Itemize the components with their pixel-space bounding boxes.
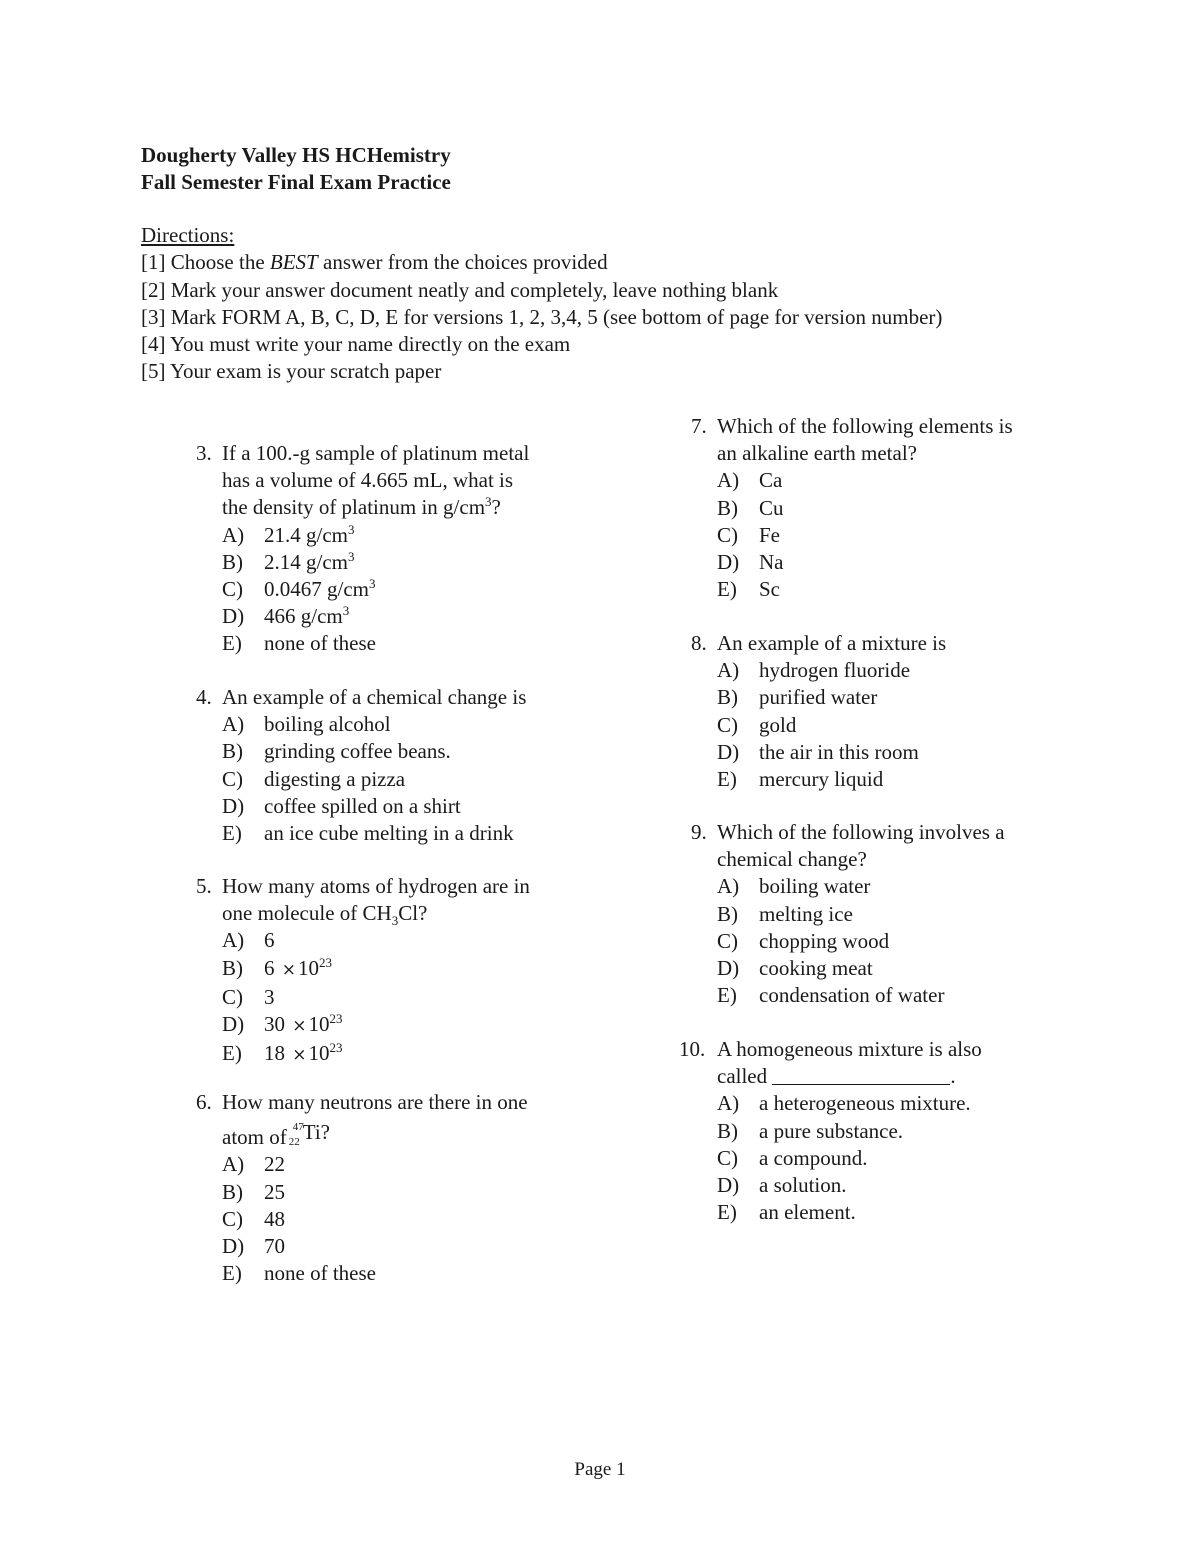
- question-text: [717, 413, 1013, 467]
- option-value: 21.4 g/cm: [264, 522, 348, 547]
- option-b[interactable]: [222, 738, 526, 765]
- question-text: [222, 1089, 528, 1151]
- option-letter: D): [222, 793, 245, 818]
- option-e[interactable]: [717, 982, 1005, 1009]
- question-6: [196, 1089, 528, 1287]
- option-letter: B): [717, 1118, 738, 1143]
- option-d[interactable]: [222, 793, 526, 820]
- option-a[interactable]: [222, 711, 526, 738]
- option-text: [264, 576, 376, 603]
- option-text: condensation of water: [759, 983, 945, 1008]
- option-e[interactable]: [717, 766, 946, 793]
- answer-options: [717, 657, 946, 793]
- option-c[interactable]: [717, 522, 1013, 549]
- fill-in-blank[interactable]: [772, 1065, 950, 1085]
- option-text: cooking meat: [759, 956, 873, 981]
- question-3: [196, 440, 529, 658]
- option-text: Sc: [759, 577, 780, 602]
- option-text: chopping wood: [759, 928, 890, 953]
- option-d[interactable]: [222, 1011, 530, 1040]
- option-letter: B): [222, 1179, 243, 1204]
- option-text: [264, 1011, 343, 1040]
- option-text: a solution.: [759, 1173, 847, 1198]
- answer-options: [222, 711, 526, 847]
- superscript: 3: [348, 521, 355, 537]
- question-line: [222, 1120, 528, 1151]
- direction-4: [4] You must write your name directly on the exam: [141, 332, 571, 357]
- option-letter: C): [717, 522, 738, 547]
- question-line: [222, 900, 530, 927]
- answer-options: [222, 522, 529, 658]
- page-number: Page 1: [574, 1459, 626, 1480]
- question-9: [691, 819, 1005, 1009]
- option-letter: E): [222, 631, 242, 656]
- option-letter: A): [717, 874, 740, 899]
- times-sign: ×: [292, 1045, 307, 1066]
- option-text: purified water: [759, 685, 878, 710]
- option-letter: D): [222, 604, 245, 629]
- option-letter: B): [222, 739, 243, 764]
- option-b[interactable]: [222, 1179, 528, 1206]
- option-text: grinding coffee beans.: [264, 739, 451, 764]
- option-d[interactable]: [717, 1172, 982, 1199]
- question-number: 5.: [196, 874, 212, 898]
- option-letter: B): [717, 495, 738, 520]
- option-letter: B): [717, 685, 738, 710]
- option-letter: C): [717, 1145, 738, 1170]
- option-c[interactable]: [717, 1145, 982, 1172]
- option-c[interactable]: [222, 1206, 528, 1233]
- option-letter: A): [222, 928, 245, 953]
- option-text: an ice cube melting in a drink: [264, 821, 514, 846]
- superscript: 3: [485, 494, 492, 510]
- option-letter: D): [717, 1173, 740, 1198]
- option-letter: A): [222, 1152, 245, 1177]
- option-letter: E): [222, 821, 242, 846]
- option-value: 466 g/cm: [264, 604, 343, 629]
- question-number: 9.: [691, 820, 707, 844]
- option-letter: B): [717, 901, 738, 926]
- question-number: 4.: [196, 685, 212, 709]
- option-text: the air in this room: [759, 739, 919, 764]
- option-letter: D): [717, 550, 740, 575]
- superscript: 3: [342, 603, 350, 619]
- option-text: 3: [264, 984, 275, 1009]
- direction-1-emphasis: BEST: [269, 250, 318, 275]
- question-text: An example of a mixture is: [717, 631, 947, 655]
- question-line: chemical change?: [717, 847, 867, 872]
- question-line-part: ?: [320, 1120, 330, 1145]
- option-b[interactable]: [222, 955, 530, 984]
- option-letter: D): [222, 1234, 245, 1259]
- option-text: [264, 955, 332, 984]
- question-line-part: atom of: [222, 1125, 287, 1150]
- question-number: 3.: [196, 441, 212, 465]
- question-number: 10.: [679, 1037, 706, 1061]
- atomic-number: 22: [288, 1136, 300, 1149]
- option-letter: A): [717, 1091, 740, 1116]
- option-letter: C): [222, 1206, 243, 1231]
- question-line: an alkaline earth metal?: [717, 441, 917, 466]
- option-text: mercury liquid: [759, 767, 884, 792]
- question-line-part: one molecule of CH: [222, 901, 392, 926]
- option-e[interactable]: [222, 630, 529, 657]
- element-symbol-text: Ti: [302, 1120, 321, 1145]
- option-b[interactable]: [717, 901, 1005, 928]
- option-a[interactable]: [717, 873, 1005, 900]
- answer-options: [222, 927, 530, 1069]
- question-line-part: the density of platinum in g/cm: [222, 495, 486, 520]
- question-8: [691, 630, 946, 793]
- question-text: An example of a chemical change is: [222, 685, 527, 709]
- option-text: 48: [264, 1206, 285, 1231]
- option-letter: E): [717, 767, 737, 792]
- option-e[interactable]: [717, 1199, 982, 1226]
- option-e[interactable]: [222, 1260, 528, 1287]
- mass-number: 47: [292, 1121, 304, 1134]
- question-line: A homogeneous mixture is also: [717, 1037, 982, 1061]
- element-symbol: [303, 1119, 330, 1146]
- option-text: 25: [264, 1179, 285, 1204]
- question-number: 6.: [196, 1090, 212, 1114]
- option-letter: C): [717, 928, 738, 953]
- question-line: How many neutrons are there in one: [222, 1090, 528, 1114]
- question-7: [691, 413, 1013, 603]
- option-b[interactable]: [717, 495, 1013, 522]
- superscript: 3: [348, 548, 355, 564]
- question-line: has a volume of 4.665 mL, what is: [222, 468, 514, 493]
- question-line: [222, 494, 529, 521]
- option-text: a heterogeneous mixture.: [759, 1091, 971, 1116]
- question-line: If a 100.-g sample of platinum metal: [222, 441, 530, 465]
- option-text: 70: [264, 1234, 285, 1259]
- answer-options: [717, 467, 1013, 603]
- option-text: none of these: [264, 1261, 376, 1286]
- question-line: Which of the following elements is: [717, 414, 1013, 438]
- direction-1-pre: [1] Choose the: [141, 250, 270, 275]
- option-b[interactable]: [717, 1118, 982, 1145]
- option-letter: D): [222, 1012, 245, 1037]
- question-line-part: called: [717, 1064, 768, 1089]
- option-value: 0.0467 g/cm: [264, 577, 369, 602]
- option-c[interactable]: [222, 576, 529, 603]
- option-letter: D): [717, 956, 740, 981]
- option-value: 30: [264, 1012, 285, 1037]
- option-letter: D): [717, 739, 740, 764]
- option-d[interactable]: [717, 739, 946, 766]
- option-value: 6: [264, 955, 275, 980]
- question-line-part: Cl?: [398, 901, 428, 926]
- answer-options: [222, 1151, 528, 1287]
- direction-2: [2] Mark your answer document neatly and completely, leave nothing blank: [141, 277, 779, 302]
- exponent: 23: [329, 1011, 343, 1027]
- option-text: digesting a pizza: [264, 766, 406, 791]
- option-a[interactable]: [717, 467, 1013, 494]
- exponent: 23: [329, 1040, 343, 1056]
- option-letter: E): [222, 1261, 242, 1286]
- question-4: [196, 684, 526, 847]
- power-base: 10: [308, 1012, 330, 1037]
- option-text: hydrogen fluoride: [759, 658, 911, 683]
- option-letter: C): [717, 712, 738, 737]
- directions-title: Directions:: [141, 223, 235, 247]
- direction-1-post: answer from the choices provided: [317, 250, 608, 275]
- option-text: an element.: [759, 1200, 856, 1225]
- option-e[interactable]: [222, 820, 526, 847]
- option-text: Fe: [759, 522, 780, 547]
- option-a[interactable]: [717, 1090, 982, 1117]
- answer-options: [717, 1090, 982, 1226]
- exam-title: Fall Semester Final Exam Practice: [141, 170, 451, 194]
- option-text: melting ice: [759, 901, 853, 926]
- option-d[interactable]: [222, 1233, 528, 1260]
- option-e[interactable]: [222, 1040, 530, 1069]
- question-line: [717, 1063, 982, 1090]
- option-text: none of these: [264, 631, 376, 656]
- option-letter: E): [717, 577, 737, 602]
- times-sign: ×: [292, 1016, 307, 1037]
- question-10: [679, 1036, 982, 1226]
- option-b[interactable]: [222, 549, 529, 576]
- superscript: 3: [369, 576, 376, 592]
- question-text: [222, 440, 529, 522]
- option-text: boiling water: [759, 874, 871, 899]
- subscript: 3: [391, 913, 399, 929]
- option-text: a compound.: [759, 1145, 868, 1170]
- direction-1: [141, 249, 942, 276]
- option-c[interactable]: [222, 984, 530, 1011]
- option-letter: B): [222, 549, 243, 574]
- answer-options: [717, 873, 1005, 1009]
- option-d[interactable]: [717, 549, 1013, 576]
- option-a[interactable]: [222, 927, 530, 954]
- option-letter: A): [717, 468, 740, 493]
- exponent: 23: [319, 954, 332, 970]
- option-text: Ca: [759, 468, 783, 493]
- option-letter: E): [717, 1200, 737, 1225]
- option-a[interactable]: [222, 1151, 528, 1178]
- exam-header: [141, 142, 451, 196]
- option-text: a pure substance.: [759, 1118, 904, 1143]
- option-letter: A): [717, 658, 740, 683]
- option-text: 6: [264, 928, 275, 953]
- option-text: boiling alcohol: [264, 712, 391, 737]
- option-c[interactable]: [717, 928, 1005, 955]
- times-sign: ×: [281, 959, 296, 980]
- option-letter: C): [222, 984, 243, 1009]
- option-letter: E): [717, 983, 737, 1008]
- option-b[interactable]: [717, 684, 946, 711]
- option-letter: E): [222, 1041, 242, 1066]
- option-text: [264, 1040, 343, 1069]
- option-letter: B): [222, 955, 243, 980]
- option-letter: A): [222, 712, 245, 737]
- question-line-part: ?: [491, 495, 501, 520]
- question-number: 8.: [691, 631, 707, 655]
- power-base: 10: [308, 1041, 330, 1066]
- question-line-part: .: [950, 1064, 956, 1089]
- question-text: [717, 819, 1005, 873]
- question-text: [222, 873, 530, 927]
- power-base: 10: [298, 955, 319, 980]
- directions: [141, 222, 942, 386]
- option-text: Na: [759, 550, 784, 575]
- option-text: gold: [759, 712, 797, 737]
- option-value: 18: [264, 1041, 285, 1066]
- school-title: Dougherty Valley HS HCHemistry: [141, 143, 451, 167]
- option-d[interactable]: [717, 955, 1005, 982]
- option-e[interactable]: [717, 576, 1013, 603]
- question-number: 7.: [691, 414, 707, 438]
- option-letter: A): [222, 522, 245, 547]
- option-letter: C): [222, 577, 243, 602]
- direction-5: [5] Your exam is your scratch paper: [141, 359, 442, 384]
- option-letter: C): [222, 766, 243, 791]
- question-text: [717, 1036, 982, 1090]
- question-line: How many atoms of hydrogen are in: [222, 874, 530, 898]
- option-c[interactable]: [222, 766, 526, 793]
- direction-3: [3] Mark FORM A, B, C, D, E for versions 1, 2, 3,4, 5 (see bottom of page for version number): [141, 304, 943, 329]
- option-d[interactable]: [222, 603, 529, 630]
- option-c[interactable]: [717, 712, 946, 739]
- option-text: [264, 522, 355, 549]
- option-text: Cu: [759, 495, 784, 520]
- option-value: 2.14 g/cm: [264, 549, 348, 574]
- option-text: 22: [264, 1152, 285, 1177]
- option-text: [264, 549, 355, 576]
- question-5: [196, 873, 530, 1069]
- option-text: coffee spilled on a shirt: [264, 793, 461, 818]
- question-line: Which of the following involves a: [717, 820, 1005, 844]
- option-text: [264, 603, 349, 630]
- isotope-symbol: [287, 1120, 330, 1150]
- option-a[interactable]: [717, 657, 946, 684]
- option-a[interactable]: [222, 522, 529, 549]
